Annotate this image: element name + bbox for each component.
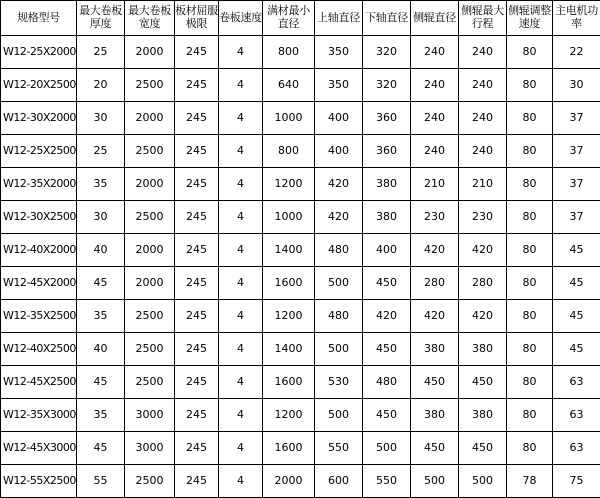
table-cell: 1200 (263, 300, 315, 333)
table-cell: 245 (175, 366, 219, 399)
table-cell: 420 (315, 201, 363, 234)
table-cell: 245 (175, 168, 219, 201)
table-row (1, 36, 600, 69)
table-cell: 30 (77, 102, 125, 135)
table-cell: 350 (315, 69, 363, 102)
table-cell: 450 (459, 432, 507, 465)
table-cell: 2000 (125, 267, 175, 300)
table-cell: 4 (219, 366, 263, 399)
table-cell: 230 (459, 201, 507, 234)
table-cell: 400 (315, 135, 363, 168)
table-cell: 63 (553, 399, 600, 432)
table-cell: 500 (315, 333, 363, 366)
table-cell: 350 (315, 36, 363, 69)
table-cell: 400 (363, 234, 411, 267)
table-cell: 2500 (125, 333, 175, 366)
table-cell: 245 (175, 432, 219, 465)
cell-model: W12-35X3000 (1, 399, 77, 432)
column-header-lower-shaft-diameter: 下轴直径 (363, 1, 411, 36)
table-cell: 380 (363, 168, 411, 201)
table-cell: 420 (411, 234, 459, 267)
table-cell: 500 (411, 465, 459, 498)
table-row (1, 234, 600, 267)
cell-model: W12-45X2500 (1, 366, 77, 399)
table-cell: 80 (507, 69, 553, 102)
table-cell: 420 (315, 168, 363, 201)
table-cell: 280 (411, 267, 459, 300)
table-cell: 500 (459, 465, 507, 498)
table-cell: 20 (77, 69, 125, 102)
table-cell: 3000 (125, 399, 175, 432)
header-row (1, 1, 600, 36)
cell-model: W12-55X2500 (1, 465, 77, 498)
table-cell: 40 (77, 234, 125, 267)
table-cell: 1200 (263, 399, 315, 432)
cell-model: W12-35X2500 (1, 300, 77, 333)
table-cell: 245 (175, 36, 219, 69)
table-cell: 450 (363, 267, 411, 300)
table-cell: 500 (315, 267, 363, 300)
table-cell: 45 (77, 366, 125, 399)
table-cell: 80 (507, 168, 553, 201)
table-cell: 1200 (263, 168, 315, 201)
table-cell: 80 (507, 399, 553, 432)
table-cell: 245 (175, 333, 219, 366)
column-header-model: 规格型号 (1, 1, 77, 36)
table-cell: 320 (363, 69, 411, 102)
table-cell: 78 (507, 465, 553, 498)
table-cell: 230 (411, 201, 459, 234)
table-cell: 37 (553, 102, 600, 135)
table-cell: 240 (411, 69, 459, 102)
table-cell: 45 (553, 267, 600, 300)
table-cell: 1600 (263, 432, 315, 465)
table-cell: 380 (459, 399, 507, 432)
table-row (1, 267, 600, 300)
table-cell: 480 (363, 366, 411, 399)
table-cell: 245 (175, 102, 219, 135)
column-header-roll-speed: 卷板速度 (219, 1, 263, 36)
table-cell: 80 (507, 300, 553, 333)
table-cell: 380 (459, 333, 507, 366)
table-cell: 37 (553, 135, 600, 168)
table-cell: 2500 (125, 135, 175, 168)
table-cell: 4 (219, 465, 263, 498)
table-cell: 1400 (263, 234, 315, 267)
table-cell: 22 (553, 36, 600, 69)
table-cell: 280 (459, 267, 507, 300)
table-cell: 600 (315, 465, 363, 498)
cell-model: W12-45X2000 (1, 267, 77, 300)
table-cell: 30 (77, 201, 125, 234)
table-cell: 450 (363, 399, 411, 432)
table-cell: 245 (175, 201, 219, 234)
table-cell: 4 (219, 135, 263, 168)
table-cell: 25 (77, 36, 125, 69)
table-cell: 1600 (263, 267, 315, 300)
table-body (1, 36, 600, 498)
table-cell: 500 (315, 399, 363, 432)
table-cell: 2500 (125, 201, 175, 234)
table-cell: 80 (507, 267, 553, 300)
table-cell: 2500 (125, 465, 175, 498)
table-row (1, 201, 600, 234)
table-cell: 63 (553, 366, 600, 399)
table-cell: 4 (219, 300, 263, 333)
table-cell: 2500 (125, 69, 175, 102)
table-row (1, 333, 600, 366)
table-cell: 245 (175, 399, 219, 432)
table-header (1, 1, 600, 36)
table-row (1, 102, 600, 135)
table-cell: 1400 (263, 333, 315, 366)
table-cell: 4 (219, 267, 263, 300)
column-header-max-width: 最大卷板宽度 (125, 1, 175, 36)
table-cell: 2000 (125, 234, 175, 267)
table-cell: 63 (553, 432, 600, 465)
table-cell: 35 (77, 300, 125, 333)
column-header-min-diameter: 满材最小直径 (263, 1, 315, 36)
table-cell: 45 (553, 234, 600, 267)
table-cell: 530 (315, 366, 363, 399)
table-cell: 4 (219, 333, 263, 366)
table-cell: 450 (459, 366, 507, 399)
cell-model: W12-40X2500 (1, 333, 77, 366)
table-cell: 240 (459, 36, 507, 69)
table-cell: 4 (219, 234, 263, 267)
table-cell: 550 (363, 465, 411, 498)
column-header-motor-power: 主电机功率 (553, 1, 600, 36)
table-cell: 80 (507, 135, 553, 168)
table-cell: 2000 (263, 465, 315, 498)
cell-model: W12-25X2500 (1, 135, 77, 168)
table-cell: 240 (459, 69, 507, 102)
column-header-side-roll-adjust-speed: 侧辊调整速度 (507, 1, 553, 36)
cell-model: W12-30X2000 (1, 102, 77, 135)
table-row (1, 168, 600, 201)
table-cell: 80 (507, 366, 553, 399)
table-cell: 420 (411, 300, 459, 333)
table-cell: 1600 (263, 366, 315, 399)
table-cell: 320 (363, 36, 411, 69)
table-cell: 80 (507, 36, 553, 69)
table-row (1, 465, 600, 498)
table-cell: 420 (459, 300, 507, 333)
table-cell: 37 (553, 201, 600, 234)
table-row (1, 366, 600, 399)
table-cell: 4 (219, 168, 263, 201)
table-cell: 25 (77, 135, 125, 168)
table-cell: 360 (363, 135, 411, 168)
table-cell: 75 (553, 465, 600, 498)
table-cell: 2000 (125, 36, 175, 69)
table-cell: 550 (315, 432, 363, 465)
table-cell: 245 (175, 465, 219, 498)
table-cell: 80 (507, 432, 553, 465)
table-cell: 420 (459, 234, 507, 267)
table-cell: 480 (315, 234, 363, 267)
table-cell: 500 (363, 432, 411, 465)
table-cell: 480 (315, 300, 363, 333)
cell-model: W12-25X2000 (1, 36, 77, 69)
table-cell: 240 (459, 135, 507, 168)
cell-model: W12-30X2500 (1, 201, 77, 234)
table-cell: 380 (411, 399, 459, 432)
table-cell: 240 (411, 135, 459, 168)
cell-model: W12-35X2000 (1, 168, 77, 201)
table-cell: 245 (175, 135, 219, 168)
table-cell: 210 (411, 168, 459, 201)
table-cell: 450 (411, 432, 459, 465)
table-cell: 245 (175, 267, 219, 300)
table-cell: 45 (77, 267, 125, 300)
table-cell: 245 (175, 69, 219, 102)
table-cell: 4 (219, 399, 263, 432)
table-cell: 2000 (125, 102, 175, 135)
table-cell: 45 (553, 300, 600, 333)
column-header-side-roll-diameter: 侧辊直径 (411, 1, 459, 36)
column-header-side-roll-max-stroke: 侧辊最大行程 (459, 1, 507, 36)
table-cell: 1000 (263, 201, 315, 234)
table-row (1, 69, 600, 102)
table-cell: 400 (315, 102, 363, 135)
table-cell: 380 (363, 201, 411, 234)
column-header-max-thickness: 最大卷板厚度 (77, 1, 125, 36)
table-cell: 450 (363, 333, 411, 366)
table-row (1, 399, 600, 432)
table-cell: 450 (411, 366, 459, 399)
table-row (1, 300, 600, 333)
cell-model: W12-40X2000 (1, 234, 77, 267)
table-row (1, 135, 600, 168)
cell-model: W12-45X3000 (1, 432, 77, 465)
table-cell: 4 (219, 201, 263, 234)
table-cell: 3000 (125, 432, 175, 465)
table-row (1, 432, 600, 465)
column-header-yield-limit: 板材屈服极限 (175, 1, 219, 36)
table-cell: 245 (175, 300, 219, 333)
table-cell: 2500 (125, 366, 175, 399)
table-cell: 80 (507, 333, 553, 366)
table-cell: 1000 (263, 102, 315, 135)
table-cell: 420 (363, 300, 411, 333)
table-cell: 800 (263, 135, 315, 168)
table-cell: 360 (363, 102, 411, 135)
table-cell: 4 (219, 102, 263, 135)
table-cell: 37 (553, 168, 600, 201)
table-cell: 4 (219, 36, 263, 69)
table-cell: 210 (459, 168, 507, 201)
cell-model: W12-20X2500 (1, 69, 77, 102)
table-cell: 240 (459, 102, 507, 135)
table-cell: 30 (553, 69, 600, 102)
table-cell: 2500 (125, 300, 175, 333)
table-cell: 4 (219, 432, 263, 465)
table-cell: 45 (553, 333, 600, 366)
table-cell: 35 (77, 399, 125, 432)
table-cell: 80 (507, 102, 553, 135)
table-cell: 4 (219, 69, 263, 102)
table-cell: 40 (77, 333, 125, 366)
table-cell: 380 (411, 333, 459, 366)
table-cell: 245 (175, 234, 219, 267)
table-cell: 80 (507, 234, 553, 267)
table-cell: 240 (411, 102, 459, 135)
table-cell: 45 (77, 432, 125, 465)
table-cell: 2000 (125, 168, 175, 201)
table-cell: 55 (77, 465, 125, 498)
table-cell: 800 (263, 36, 315, 69)
column-header-upper-shaft-diameter: 上轴直径 (315, 1, 363, 36)
table-cell: 80 (507, 201, 553, 234)
table-cell: 640 (263, 69, 315, 102)
table-cell: 35 (77, 168, 125, 201)
table-cell: 240 (411, 36, 459, 69)
